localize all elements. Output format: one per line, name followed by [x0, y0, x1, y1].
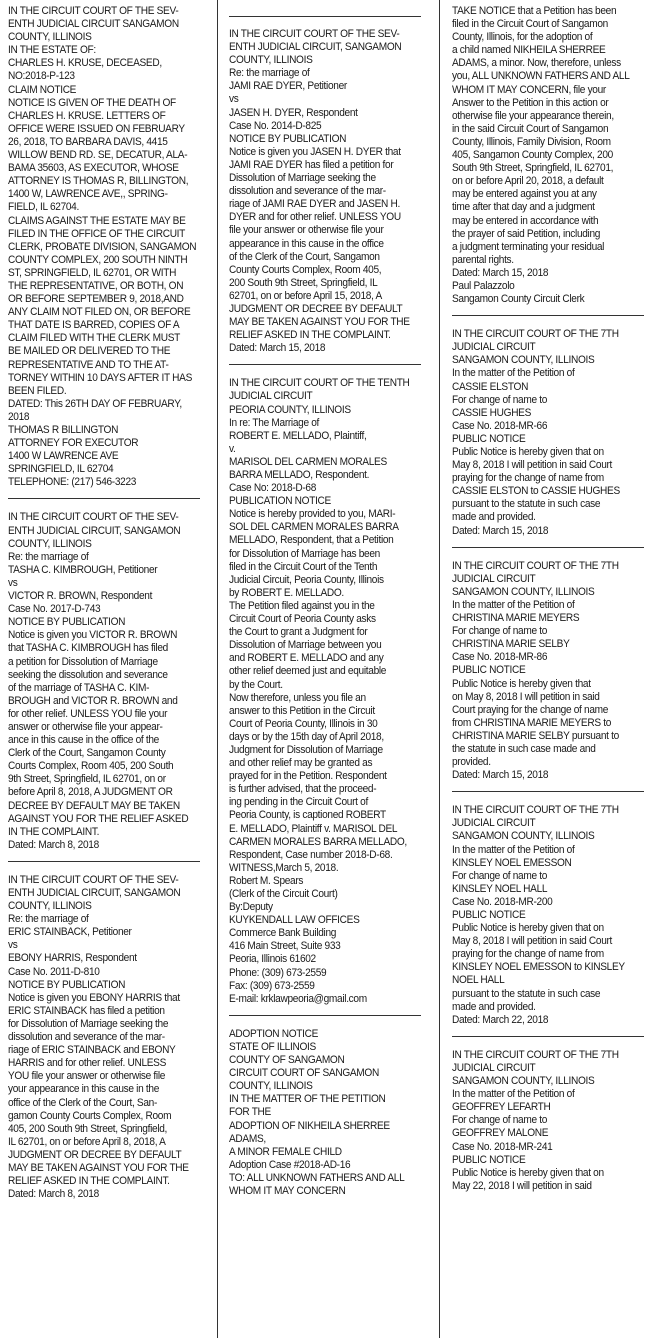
notice-separator: [229, 1015, 421, 1016]
column-3: [452, 0, 644, 1338]
marriage-notice-dyer: IN THE CIRCUIT COURT OF THE SEV- ENTH JUDICIAL CIRCUIT, SANGAMON COUNTY, ILLINOIS Re: the marriage of JAMI RAE DYER, Petitioner vs JASEN H. DYER, Respondent Case No. 2014-D-825 NOTICE BY PUBLICATION Notice is given you JASEN H. DYER that JAMI RAE DYER has filed a petition for Dissolution of Marriage seeking the dissolution and severance of the mar- riage of JAMI RAE DYER and JASEN H. DYER and for other relief. UNLESS YOU file your answer or otherwise file your appearance in this cause in the office of the Clerk of the Court, Sangamon County Courts Complex, Room 405, 200 South 9th Street, Springfield, IL 62701, on or before April 15, 2018, A JUDGMENT OR DECREE BY DEFAULT MAY BE TAKEN AGAINST YOU FOR THE RELIEF ASKED IN THE COMPLAINT. Dated: March 15, 2018: [229, 28, 410, 355]
name-change-notice-emesson: IN THE CIRCUIT COURT OF THE 7TH JUDICIAL CIRCUIT SANGAMON COUNTY, ILLINOIS In the matter of the Petition of KINSLEY NOEL EMESSON For change of name to KINSLEY NOEL HALL Case No. 2018-MR-200 PUBLIC NOTICE Public Notice is hereby given that on May 8, 2018 I will petition in said Court praying for the change of name from KINSLEY NOEL EMESSON to KINSLEY NOEL HALL pursuant to the statute in such case made and provided. Dated: March 22, 2018: [452, 804, 625, 1026]
adoption-notice-body: TAKE NOTICE that a Petition has been filed in the Circuit Court of Sangamon County, Illinois, for the adoption of a child named NIKHEILA SHERREE ADAMS, a minor. Now, therefore, unless you, ALL UNKNOWN FATHERS AND ALL WHOM IT MAY CONCERN, file your Answer to the Petition in this action or otherwise file your appearance therein, in the said Circuit Court of Sangamon County, Illinois, Family Division, Room 405, Sangamon County Complex, 200 South 9th Street, Springfield, IL 62701, on or before April 20, 2018, a default may be entered against you at any time after that day and a judgment may be entered in accordance with the prayer of said Petition, including a judgment terminating your residual parental rights. Dated: March 15, 2018 Paul Palazzolo Sangamon County Circuit Clerk: [452, 5, 630, 306]
column-2: [229, 0, 421, 1338]
name-change-notice-lefarth: IN THE CIRCUIT COURT OF THE 7TH JUDICIAL CIRCUIT SANGAMON COUNTY, ILLINOIS In the matter of the Petition of GEOFFREY LEFARTH For change of name to GEOFFREY MALONE Case No. 2018-MR-241 PUBLIC NOTICE Public Notice is hereby given that on May 22, 2018 I will petition in said: [452, 1048, 619, 1192]
notice-separator: [229, 16, 421, 17]
notice-separator: [8, 498, 200, 499]
column-divider: [217, 0, 218, 1338]
notice-separator: [452, 547, 644, 548]
marriage-notice-stainback: IN THE CIRCUIT COURT OF THE SEV- ENTH JUDICIAL CIRCUIT, SANGAMON COUNTY, ILLINOIS Re: the marriage of ERIC STAINBACK, Petitioner vs EBONY HARRIS, Respondent Case No. 2011-D-810 NOTICE BY PUBLICATION Notice is given you EBONY HARRIS that ERIC STAINBACK has filed a petition for Dissolution of Marriage seeking the dissolution and severance of the mar- riage of ERIC STAINBACK and EBONY HARRIS and for other relief. UNLESS YOU file your answer or otherwise file your appearance in this cause in the office of the Clerk of the Court, San- gamon County Courts Complex, Room 405, 200 South 9th Street, Springfield, IL 62701, on or before April 8, 2018, A JUDGMENT OR DECREE BY DEFAULT MAY BE TAKEN AGAINST YOU FOR THE RELIEF ASKED IN THE COMPLAINT. Dated: March 8, 2018: [8, 873, 189, 1201]
adoption-notice-heading: ADOPTION NOTICE STATE OF ILLINOIS COUNTY OF SANGAMON CIRCUIT COURT OF SANGAMON COUNTY, ILLINOIS IN THE MATTER OF THE PETITION FOR THE ADOPTION OF NIKHEILA SHERREE ADAMS, A MINOR FEMALE CHILD Adoption Case #2018-AD-16 TO: ALL UNKNOWN FATHERS AND ALL WHOM IT MAY CONCERN: [229, 1027, 405, 1197]
notice-separator: [229, 364, 421, 365]
notice-separator: [452, 791, 644, 792]
marriage-notice-mellado: IN THE CIRCUIT COURT OF THE TENTH JUDICIAL CIRCUIT PEORIA COUNTY, ILLINOIS In re: The Marriage of ROBERT E. MELLADO, Plaintiff, v. MARISOL DEL CARMEN MORALES BARRA MELLADO, Respondent. Case No: 2018-D-68 PUBLICATION NOTICE Notice is hereby provided to you, MARI- SOL DEL CARMEN MORALES BARRA MELLADO, Respondent, that a Petition for Dissolution of Marriage has been filed in the Circuit Court of the Tenth Judicial Circuit, Peoria County, Illinois by ROBERT E. MELLADO. The Petition filed against you in the Circuit Court of Peoria County asks the Court to grant a Judgment for Dissolution of Marriage between you and ROBERT E. MELLADO and any other relief deemed just and equitable by the Court. Now therefore, unless you file an answer to this Petition in the Circuit Court of Peoria County, Illinois in 30 days or by the 15th day of April 2018, Judgment for Dissolution of Marriage and other relief may be granted as prayed for in the Petition. Respondent is further advised, that the proceed- ing pending in the Circuit Court of Peoria County, is captioned ROBERT E. MELLADO, Plaintiff v. MARISOL DEL CARMEN MORALES BARRA MELLADO, Respondent, Case number 2018-D-68. WITNESS,March 5, 2018. Robert M. Spears (Clerk of the Circuit Court) By:Deputy KUYKENDALL LAW OFFICES Commerce Bank Building 416 Main Street, Suite 933 Peoria, Illinois 61602 Phone: (309) 673-2559 Fax: (309) 673-2559 E-mail: krklawpeoria@gmail.com: [229, 377, 410, 1005]
notice-separator: [452, 315, 644, 316]
notice-separator: [8, 861, 200, 862]
column-1: [8, 0, 200, 1338]
name-change-notice-meyers: IN THE CIRCUIT COURT OF THE 7TH JUDICIAL CIRCUIT SANGAMON COUNTY, ILLINOIS In the matter of the Petition of CHRISTINA MARIE MEYERS For change of name to CHRISTINA MARIE SELBY Case No. 2018-MR-86 PUBLIC NOTICE Public Notice is hereby given that on May 8, 2018 I will petition in said Court praying for the change of name from CHRISTINA MARIE MEYERS to CHRISTINA MARIE SELBY pursuant to the statute in such case made and provided. Dated: March 15, 2018: [452, 559, 619, 782]
estate-claim-notice-kruse: IN THE CIRCUIT COURT OF THE SEV- ENTH JUDICIAL CIRCUIT SANGAMON COUNTY, ILLINOIS IN THE ESTATE OF: CHARLES H. KRUSE, DECEASED, NO:2018-P-123 CLAIM NOTICE NOTICE IS GIVEN OF THE DEATH OF CHARLES H. KRUSE. LETTERS OF OFFICE WERE ISSUED ON FEBRUARY 26, 2018, TO BARBARA DAVIS, 4415 WILLOW BEND RD. SE, DECATUR, ALA- BAMA 35603, AS EXECUTOR, WHOSE ATTORNEY IS THOMAS R, BILLINGTON, 1400 W, LAWRENCE AVE,, SPRING- FIELD, IL 62704. CLAIMS AGAINST THE ESTATE MAY BE FILED IN THE OFFICE OF THE CIRCUIT CLERK, PROBATE DIVISION, SANGAMON COUNTY COMPLEX, 200 SOUTH NINTH ST, SPRINGFIELD, IL 62701, OR WITH THE REPRESENTATIVE, OR BOTH, ON OR BEFORE SEPTEMBER 9, 2018,AND ANY CLAIM NOT FILED ON, OR BEFORE THAT DATE IS BARRED, COPIES OF A CLAIM FILED WITH THE CLERK MUST BE MAILED OR DELIVERED TO THE REPRESENTATIVE AND TO THE AT- TORNEY WITHIN 10 DAYS AFTER IT HAS BEEN FILED. DATED: This 26TH DAY OF FEBRUARY, 2018 THOMAS R BILLINGTON ATTORNEY FOR EXECUTOR 1400 W LAWRENCE AVE SPRINGFIELD, IL 62704 TELEPHONE: (217) 546-3223: [8, 5, 197, 489]
marriage-notice-kimbrough: IN THE CIRCUIT COURT OF THE SEV- ENTH JUDICIAL CIRCUIT, SANGAMON COUNTY, ILLINOIS Re: the marriage of TASHA C. KIMBROUGH, Petitioner vs VICTOR R. BROWN, Respondent Case No. 2017-D-743 NOTICE BY PUBLICATION Notice is given you VICTOR R. BROWN that TASHA C. KIMBROUGH has filed a petition for Dissolution of Marriage seeking the dissolution and severance of the marriage of TASHA C. KIM- BROUGH and VICTOR R. BROWN and for other relief. UNLESS YOU file your answer or otherwise file your appear- ance in this cause in the office of the Clerk of the Court, Sangamon County Courts Complex, Room 405, 200 South 9th Street, Springfield, IL 62701, on or before April 8, 2018, A JUDGMENT OR DECREE BY DEFAULT MAY BE TAKEN AGAINST YOU FOR THE RELIEF ASKED IN THE COMPLAINT. Dated: March 8, 2018: [8, 511, 189, 851]
notice-separator: [452, 1036, 644, 1037]
name-change-notice-elston: IN THE CIRCUIT COURT OF THE 7TH JUDICIAL CIRCUIT SANGAMON COUNTY, ILLINOIS In the matter of the Petition of CASSIE ELSTON For change of name to CASSIE HUGHES Case No. 2018-MR-66 PUBLIC NOTICE Public Notice is hereby given that on May 8, 2018 I will petition in said Court praying for the change of name from CASSIE ELSTON to CASSIE HUGHES pursuant to the statute in such case made and provided. Dated: March 15, 2018: [452, 328, 620, 537]
column-divider: [439, 0, 440, 1338]
